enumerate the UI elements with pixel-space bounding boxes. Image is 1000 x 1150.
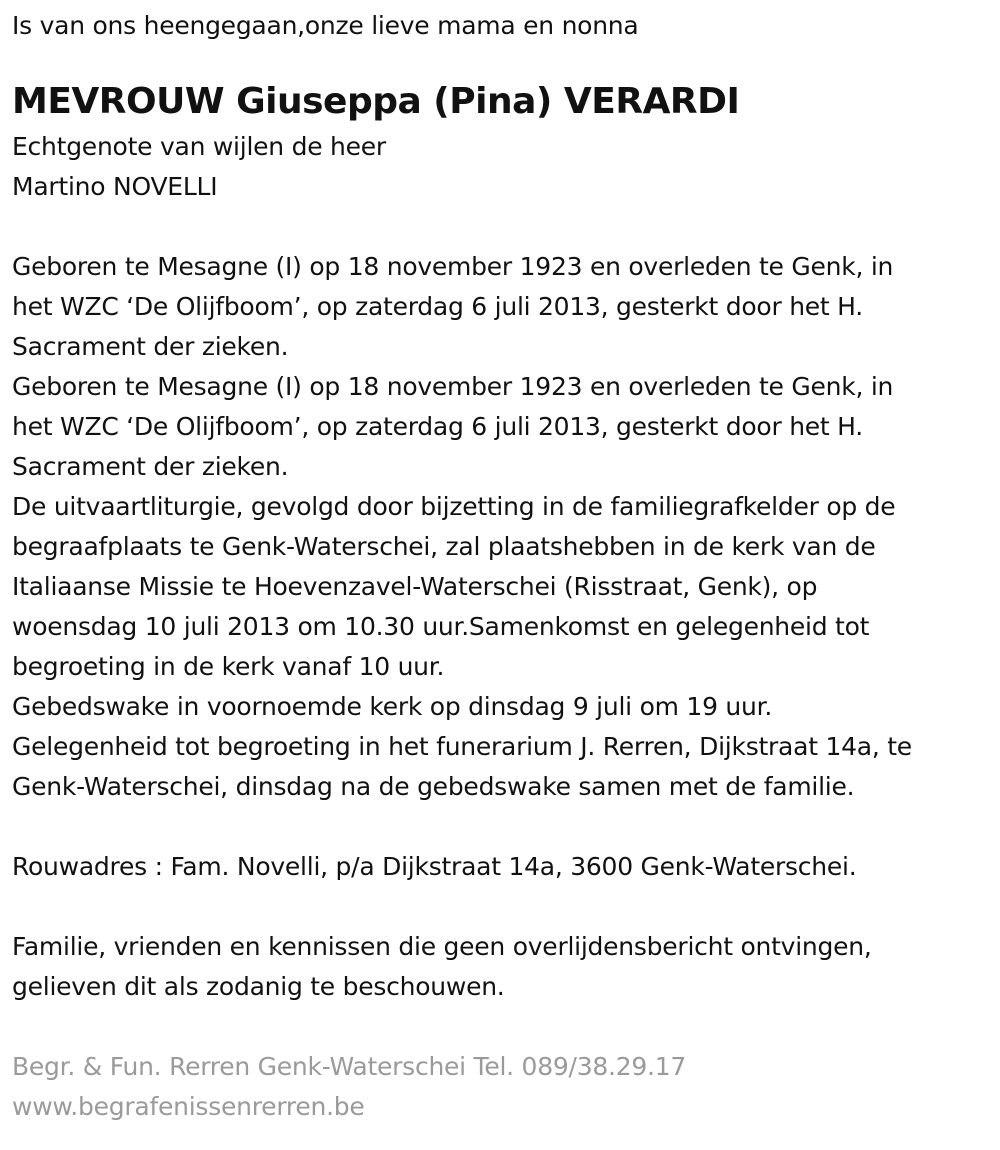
birth-death-line: het WZC ‘De Olijfboom’, op zaterdag 6 juli 2013, gesterkt door het H. (12, 292, 863, 321)
spacer (12, 807, 992, 847)
funeral-line: begraafplaats te Genk-Waterschei, zal plaatshebben in de kerk van de (12, 532, 876, 561)
closing-line: gelieven dit als zodanig te beschouwen. (12, 972, 505, 1001)
spouse-name: Martino NOVELLI (12, 172, 218, 201)
funeral-line: Italiaanse Missie te Hoevenzavel-Waterschei (Risstraat, Genk), op (12, 572, 818, 601)
spacer (12, 887, 992, 927)
birth-death-line: Geboren te Mesagne (I) op 18 november 1923 en overleden te Genk, in (12, 252, 894, 281)
viewing-line: Genk-Waterschei, dinsdag na de gebedswake samen met de familie. (12, 772, 855, 801)
mourning-address: Rouwadres : Fam. Novelli, p/a Dijkstraat 14a, 3600 Genk-Waterschei. (12, 852, 857, 881)
intro-text: Is van ons heengegaan,onze lieve mama en nonna (12, 11, 639, 40)
death-notice (12, 6, 992, 1127)
spouse-line: Echtgenote van wijlen de heer (12, 132, 386, 161)
spacer (12, 1007, 992, 1047)
spacer (12, 207, 992, 247)
vigil-line: Gebedswake in voornoemde kerk op dinsdag 9 juli om 19 uur. (12, 692, 773, 721)
funeral-line: woensdag 10 juli 2013 om 10.30 uur.Samenkomst en gelegenheid tot (12, 612, 870, 641)
birth-death-line-repeat: Geboren te Mesagne (I) op 18 november 1923 en overleden te Genk, in (12, 372, 894, 401)
deceased-name: MEVROUW Giuseppa (Pina) VERARDI (12, 81, 740, 122)
birth-death-line-repeat: het WZC ‘De Olijfboom’, op zaterdag 6 juli 2013, gesterkt door het H. (12, 412, 863, 441)
birth-death-line: Sacrament der zieken. (12, 332, 289, 361)
viewing-line: Gelegenheid tot begroeting in het funerarium J. Rerren, Dijkstraat 14a, te (12, 732, 912, 761)
funeral-company: Begr. & Fun. Rerren Genk-Waterschei Tel. 089/38.29.17 (12, 1052, 687, 1081)
birth-death-line-repeat: Sacrament der zieken. (12, 452, 289, 481)
closing-line: Familie, vrienden en kennissen die geen overlijdensbericht ontvingen, (12, 932, 872, 961)
website-link[interactable]: www.begrafenissenrerren.be (12, 1092, 365, 1121)
funeral-line: De uitvaartliturgie, gevolgd door bijzetting in de familiegrafkelder op de (12, 492, 896, 521)
funeral-line: begroeting in de kerk vanaf 10 uur. (12, 652, 445, 681)
